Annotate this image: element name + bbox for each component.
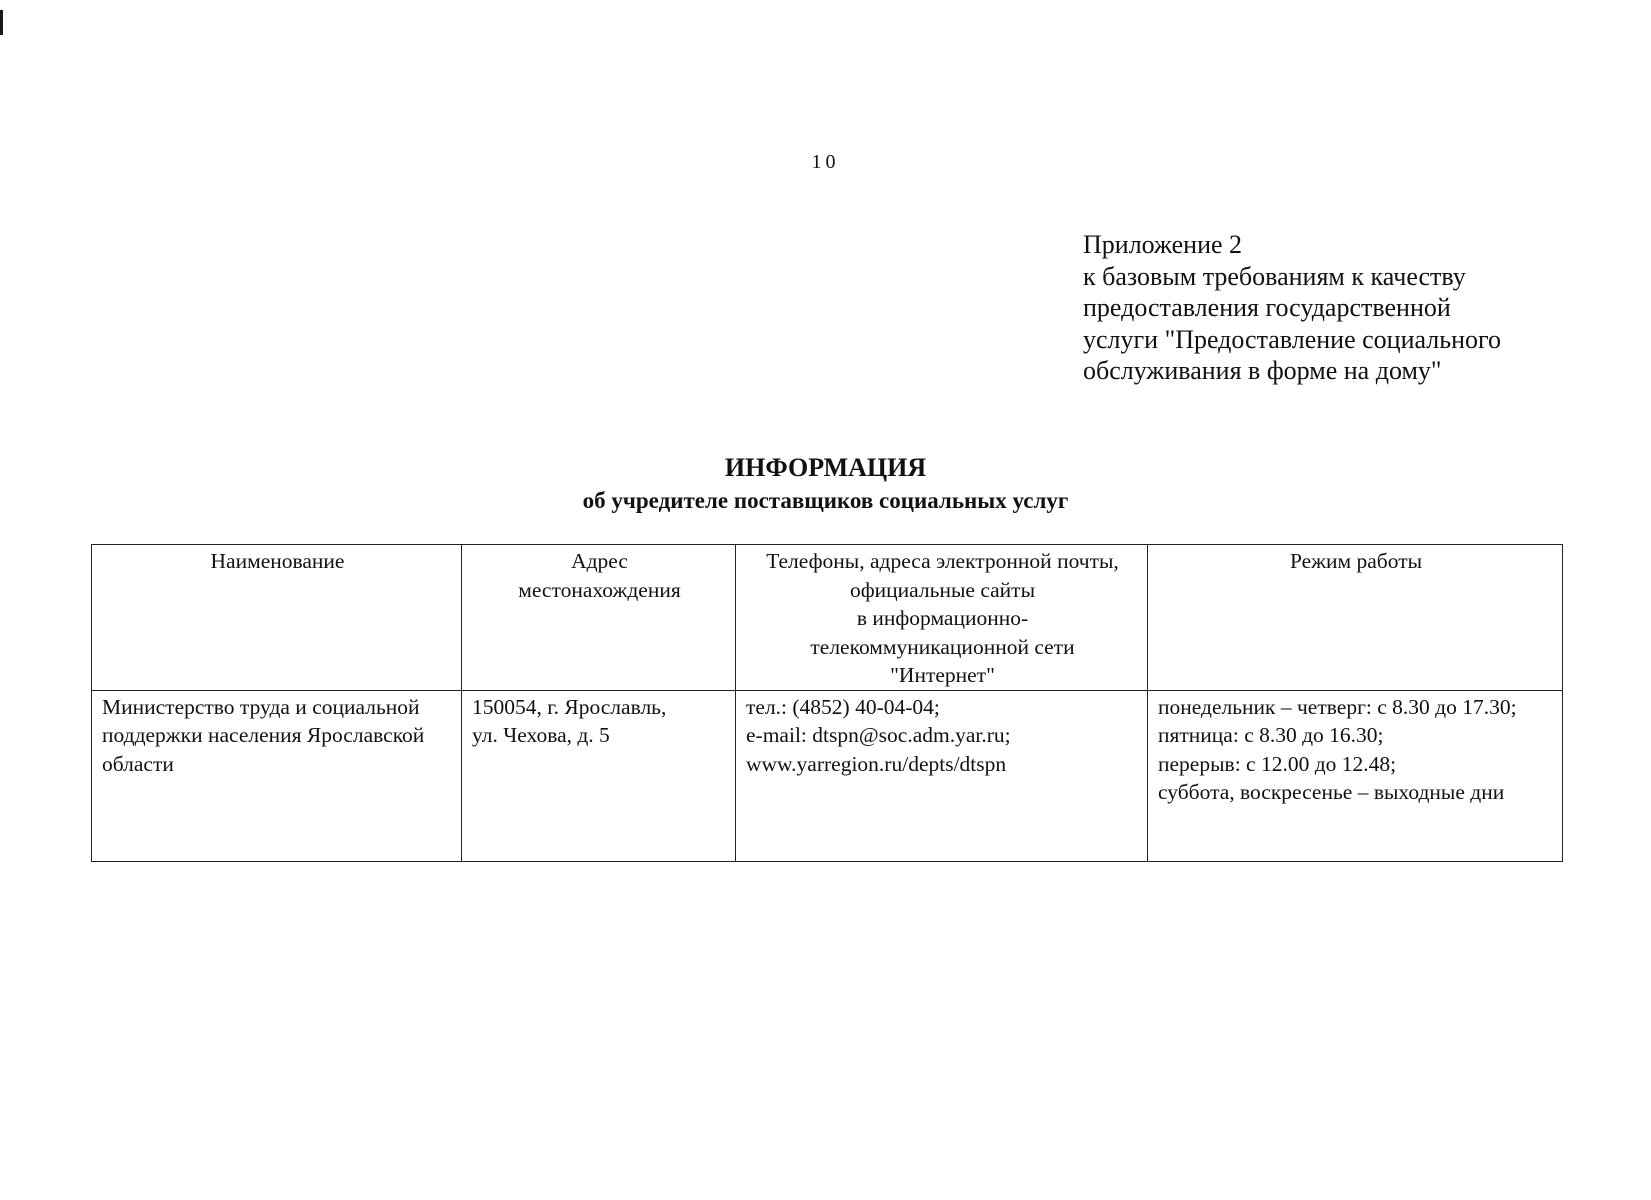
header-contacts: Телефоны, адреса электронной почты, официальные сайты в информационно- телекоммуникационной сети "Интернет"	[736, 545, 1148, 691]
cell-schedule: понедельник – четверг: с 8.30 до 17.30; пятница: с 8.30 до 16.30; перерыв: с 12.00 до 12.48; суббота, воскресенье – выходные дни	[1148, 690, 1563, 861]
page-number: 10	[811, 151, 840, 173]
annex-line: предоставления государственной	[1083, 293, 1451, 322]
header-schedule: Режим работы	[1148, 545, 1563, 691]
annex-line: обслуживания в форме на дому"	[1083, 356, 1442, 385]
heading-title: ИНФОРМАЦИЯ	[724, 453, 927, 482]
annex-line: услуги "Предоставление социального	[1083, 324, 1502, 354]
annex-line: Приложение 2	[1083, 230, 1243, 259]
phone-text: тел.: (4852) 40-04-04;	[746, 694, 940, 719]
cell-name: Министерство труда и социальной поддержки населения Ярославской области	[92, 690, 462, 861]
email-text: e-mail: dtspn@soc.adm.yar.ru;	[746, 723, 1011, 747]
table-header-row	[92, 545, 1563, 691]
document-heading	[0, 451, 1651, 517]
annex-reference	[1083, 229, 1603, 387]
scan-artifact-mark	[0, 10, 3, 35]
header-name: Наименование	[92, 545, 462, 691]
cell-contacts	[736, 690, 1148, 861]
table-row	[92, 690, 1563, 861]
header-address: Адрес местонахождения	[462, 545, 736, 691]
cell-address: 150054, г. Ярославль, ул. Чехова, д. 5	[462, 690, 736, 861]
annex-line: к базовым требованиям к качеству	[1083, 261, 1466, 291]
founder-info-table	[91, 544, 1563, 862]
website-text: www.yarregion.ru/depts/dtspn	[746, 751, 1007, 776]
heading-subtitle: об учредителе поставщиков социальных услуг	[582, 488, 1069, 513]
